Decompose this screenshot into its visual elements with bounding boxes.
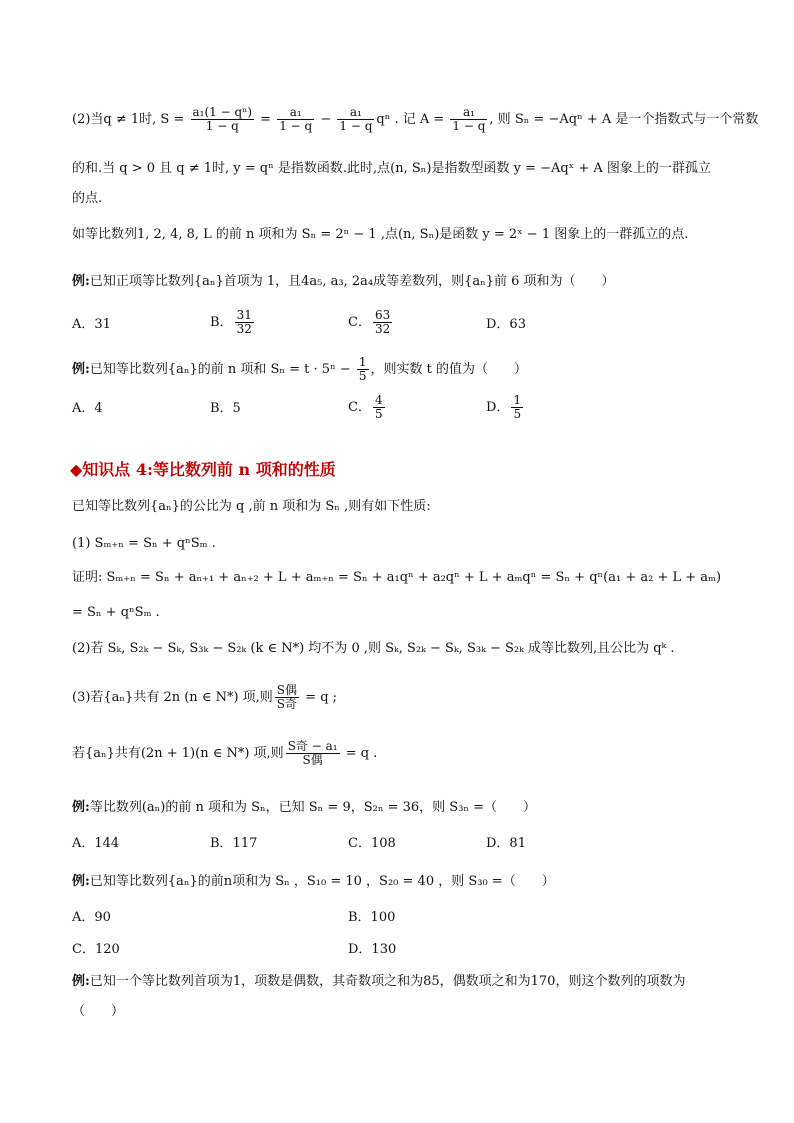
example-1-question (72, 273, 615, 291)
fraction (235, 309, 254, 336)
fraction (357, 356, 369, 383)
fraction (373, 309, 392, 336)
example-4-question (72, 873, 555, 891)
fraction-denominator: S奇 (276, 697, 298, 711)
properties-intro: 已知等比数列{aₙ}的公比为 q ,前 n 项和为 Sₙ ,则有如下性质: (72, 499, 431, 514)
fraction-denominator: S偶 (302, 753, 323, 767)
option-label: B． (210, 315, 233, 330)
option-label: D． (486, 400, 510, 415)
fraction-denominator: 1 − q (339, 119, 373, 133)
fraction-denominator: 5 (513, 407, 522, 421)
question-text: ，则实数 t 的值为（ ） (370, 362, 527, 377)
property-1: (1) Sₘ₊ₙ = Sₙ + qⁿSₘ . (72, 536, 216, 551)
option-d (486, 394, 525, 421)
example-5-question (72, 973, 685, 991)
option-c: C．108 (348, 836, 396, 851)
fraction (286, 740, 340, 767)
option-label: C． (348, 400, 371, 415)
option-b: B．117 (210, 836, 258, 851)
option-c: C．120 (72, 942, 120, 957)
fraction-numerator: 1 (358, 355, 367, 369)
text-segment: = (169, 112, 189, 127)
option-b (210, 309, 256, 336)
property-4 (72, 740, 377, 767)
fraction-denominator: 1 − q (205, 119, 239, 133)
question-text: 已知一个等比数列首项为1，项数是偶数，其奇数项之和为85，偶数项之和为170，则这个数列的项数为 (89, 974, 686, 989)
option-d: D．130 (348, 942, 397, 957)
option-d: D．63 (486, 317, 526, 332)
fraction (511, 394, 523, 421)
question-text: 已知等比数列{aₙ}的前n项和为 Sₙ ，S₁₀ = 10 ，S₂₀ = 40 ，则 S₃₀ =（ ） (89, 874, 555, 889)
fraction-numerator: 31 (236, 308, 252, 322)
example-5-question-cont: （ ） (72, 1004, 125, 1019)
paragraph-line: 的点. (72, 191, 103, 206)
text-segment: 若{aₙ}共有(2n + 1)(n ∈ N*) 项,则 (72, 746, 284, 761)
option-label: C． (348, 315, 371, 330)
fraction-denominator: 1 − q (279, 119, 313, 133)
fraction-denominator: 5 (374, 407, 383, 421)
fraction-denominator: 1 − q (452, 119, 486, 133)
option-c (348, 309, 394, 336)
proof-line-2: = Sₙ + qⁿSₘ . (72, 605, 160, 620)
fraction-numerator: a₁ (277, 106, 314, 120)
paragraph-line: 的和.当 q > 0 且 q ≠ 1时, y = qⁿ 是指数函数.此时,点(n, Sₙ)是指数型函数 y = −Aqˣ + A 图象上的一群孤立 (72, 161, 711, 176)
example-label: 例: (72, 974, 90, 989)
fraction-numerator: 63 (374, 308, 391, 322)
fraction-numerator: S偶 (276, 683, 298, 697)
fraction (191, 106, 255, 133)
fraction (373, 394, 385, 421)
option-b: B．5 (210, 401, 241, 416)
fraction (275, 684, 299, 711)
text-segment: qⁿ . 记 A = (376, 112, 449, 127)
text-segment: = (256, 112, 276, 127)
fraction-denominator: 32 (374, 322, 391, 336)
question-text: 已知正项等比数列{aₙ}首项为 1，且4a₅, a₃, 2a₄成等差数列，则{aₙ}前 6 项和为（ ） (89, 274, 615, 289)
question-text: 等比数列(aₙ)的前 n 项和为 Sₙ，已知 Sₙ = 9，S₂ₙ = 36，则 S₃ₙ =（ ） (89, 800, 537, 815)
option-a: A．31 (72, 317, 111, 332)
fraction-numerator: S奇 − a₁ (287, 739, 338, 753)
text-segment: = q . (341, 746, 378, 761)
fraction-denominator: 5 (358, 369, 367, 383)
option-a: A．90 (72, 910, 111, 925)
example-2-question (72, 356, 527, 383)
example-label: 例: (72, 274, 90, 289)
option-a: A．4 (72, 401, 103, 416)
example-3-question (72, 799, 536, 817)
fraction-numerator: a₁ (337, 106, 374, 120)
question-text: 已知等比数列{aₙ}的前 n 项和 Sₙ = t · 5ⁿ − (89, 362, 355, 377)
fraction (277, 106, 314, 133)
text-segment: = q ; (301, 690, 338, 705)
fraction (450, 106, 487, 133)
option-a: A．144 (72, 836, 120, 851)
example-label: 例: (72, 800, 90, 815)
property-3 (72, 684, 337, 711)
fraction-denominator: 32 (236, 322, 252, 336)
fraction-numerator: a₁ (450, 106, 487, 120)
text-segment: (3)若{aₙ}共有 2n (n ∈ N*) 项,则 (72, 690, 273, 705)
option-d: D．81 (486, 836, 526, 851)
fraction (337, 106, 374, 133)
option-b: B．100 (348, 910, 396, 925)
fraction-numerator: 1 (513, 393, 522, 407)
proof-line-1: 证明: Sₘ₊ₙ = Sₙ + aₙ₊₁ + aₙ₊₂ + L + aₘ₊ₙ = Sₙ + a₁qⁿ + a₂qⁿ + L + aₘqⁿ = Sₙ + qⁿ(a₁ + a₂ + L + aₘ) (72, 570, 722, 585)
fraction-numerator: 4 (374, 393, 383, 407)
text-segment: (2)当q ≠ 1时, S (72, 112, 170, 127)
section-heading: ◆知识点 4:等比数列前 n 项和的性质 (70, 460, 336, 479)
text-segment: , 则 Sₙ = −Aqⁿ + A 是一个指数式与一个常数 (489, 112, 759, 127)
fraction-numerator: a₁(1 − qⁿ) (192, 105, 253, 119)
example-label: 例: (72, 874, 90, 889)
property-2: (2)若 Sₖ, S₂ₖ − Sₖ, S₃ₖ − S₂ₖ (k ∈ N*) 均不为 0 ,则 Sₖ, S₂ₖ − Sₖ, S₃ₖ − S₂ₖ 成等比数列,且公比为 qᵏ . (72, 641, 675, 656)
option-c (348, 394, 387, 421)
paragraph-line: 如等比数列1, 2, 4, 8, L 的前 n 项和为 Sₙ = 2ⁿ − 1 ,点(n, Sₙ)是函数 y = 2ˣ − 1 图象上的一群孤立的点. (72, 227, 689, 242)
example-label: 例: (72, 362, 90, 377)
formula-line-1 (72, 106, 758, 133)
text-segment: − (316, 112, 336, 127)
